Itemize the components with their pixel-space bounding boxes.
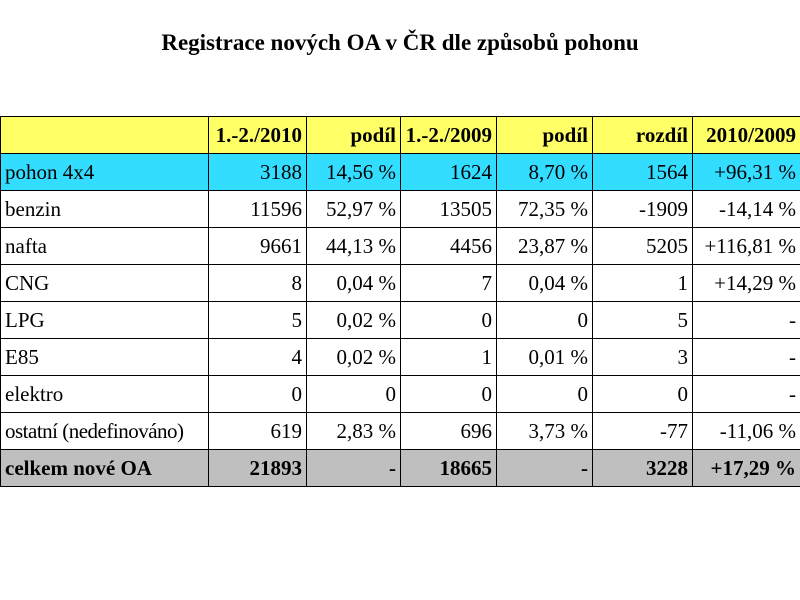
cell-share-2009: 72,35 % [497,191,593,228]
cell-share-2010: 0,02 % [307,302,401,339]
cell-2010: 3188 [209,154,307,191]
row-label: LPG [1,302,209,339]
cell-difference: 5 [593,302,693,339]
header-share-2010: podíl [307,117,401,154]
row-label: nafta [1,228,209,265]
cell-share-2009: 3,73 % [497,413,593,450]
cell-2009: 13505 [401,191,497,228]
cell-2009: 696 [401,413,497,450]
row-label: elektro [1,376,209,413]
row-label: E85 [1,339,209,376]
cell-difference: -1909 [593,191,693,228]
cell-share-2010: 2,83 % [307,413,401,450]
cell-share-2010: - [307,450,401,487]
header-share-2009: podíl [497,117,593,154]
cell-2009: 18665 [401,450,497,487]
cell-difference: 1 [593,265,693,302]
table-row-nafta [1,228,800,265]
cell-ratio: - [693,376,800,413]
cell-difference: 0 [593,376,693,413]
cell-2009: 0 [401,376,497,413]
cell-difference: 5205 [593,228,693,265]
cell-2009: 7 [401,265,497,302]
table-header-row [1,117,800,154]
row-label: ostatní (nedefinováno) [1,413,209,450]
cell-ratio: - [693,339,800,376]
cell-ratio: +96,31 % [693,154,800,191]
row-label: celkem nové OA [1,450,209,487]
cell-2009: 0 [401,302,497,339]
cell-2010: 4 [209,339,307,376]
table-row-pohon-4x4 [1,154,800,191]
cell-2010: 619 [209,413,307,450]
cell-share-2009: 0 [497,302,593,339]
cell-2010: 9661 [209,228,307,265]
cell-difference: 1564 [593,154,693,191]
header-empty-cell [1,117,209,154]
cell-ratio: +14,29 % [693,265,800,302]
table-row-lpg [1,302,800,339]
cell-ratio: - [693,302,800,339]
cell-2010: 0 [209,376,307,413]
table-row-elektro [1,376,800,413]
cell-share-2010: 52,97 % [307,191,401,228]
cell-2010: 21893 [209,450,307,487]
cell-ratio: -11,06 % [693,413,800,450]
cell-difference: 3228 [593,450,693,487]
cell-share-2010: 14,56 % [307,154,401,191]
cell-2010: 5 [209,302,307,339]
cell-share-2009: 0,01 % [497,339,593,376]
header-ratio: 2010/2009 [693,117,800,154]
cell-share-2010: 0 [307,376,401,413]
row-label: pohon 4x4 [1,154,209,191]
page-title: Registrace nových OA v ČR dle způsobů pohonu [161,30,639,55]
table-row-total [1,450,800,487]
cell-2010: 8 [209,265,307,302]
cell-2010: 11596 [209,191,307,228]
cell-share-2009: 8,70 % [497,154,593,191]
cell-difference: 3 [593,339,693,376]
cell-share-2009: 0,04 % [497,265,593,302]
table-row-benzin [1,191,800,228]
cell-share-2010: 44,13 % [307,228,401,265]
cell-share-2009: - [497,450,593,487]
row-label: CNG [1,265,209,302]
cell-ratio: -14,14 % [693,191,800,228]
cell-2009: 1 [401,339,497,376]
cell-ratio: +116,81 % [693,228,800,265]
table-row-cng [1,265,800,302]
cell-difference: -77 [593,413,693,450]
cell-2009: 1624 [401,154,497,191]
header-2009: 1.-2./2009 [401,117,497,154]
cell-share-2009: 23,87 % [497,228,593,265]
table-row-e85 [1,339,800,376]
table-row-ostatni [1,413,800,450]
registration-table [0,116,800,487]
cell-share-2010: 0,02 % [307,339,401,376]
header-2010: 1.-2./2010 [209,117,307,154]
header-difference: rozdíl [593,117,693,154]
cell-share-2009: 0 [497,376,593,413]
cell-ratio: +17,29 % [693,450,800,487]
row-label: benzin [1,191,209,228]
cell-2009: 4456 [401,228,497,265]
cell-share-2010: 0,04 % [307,265,401,302]
